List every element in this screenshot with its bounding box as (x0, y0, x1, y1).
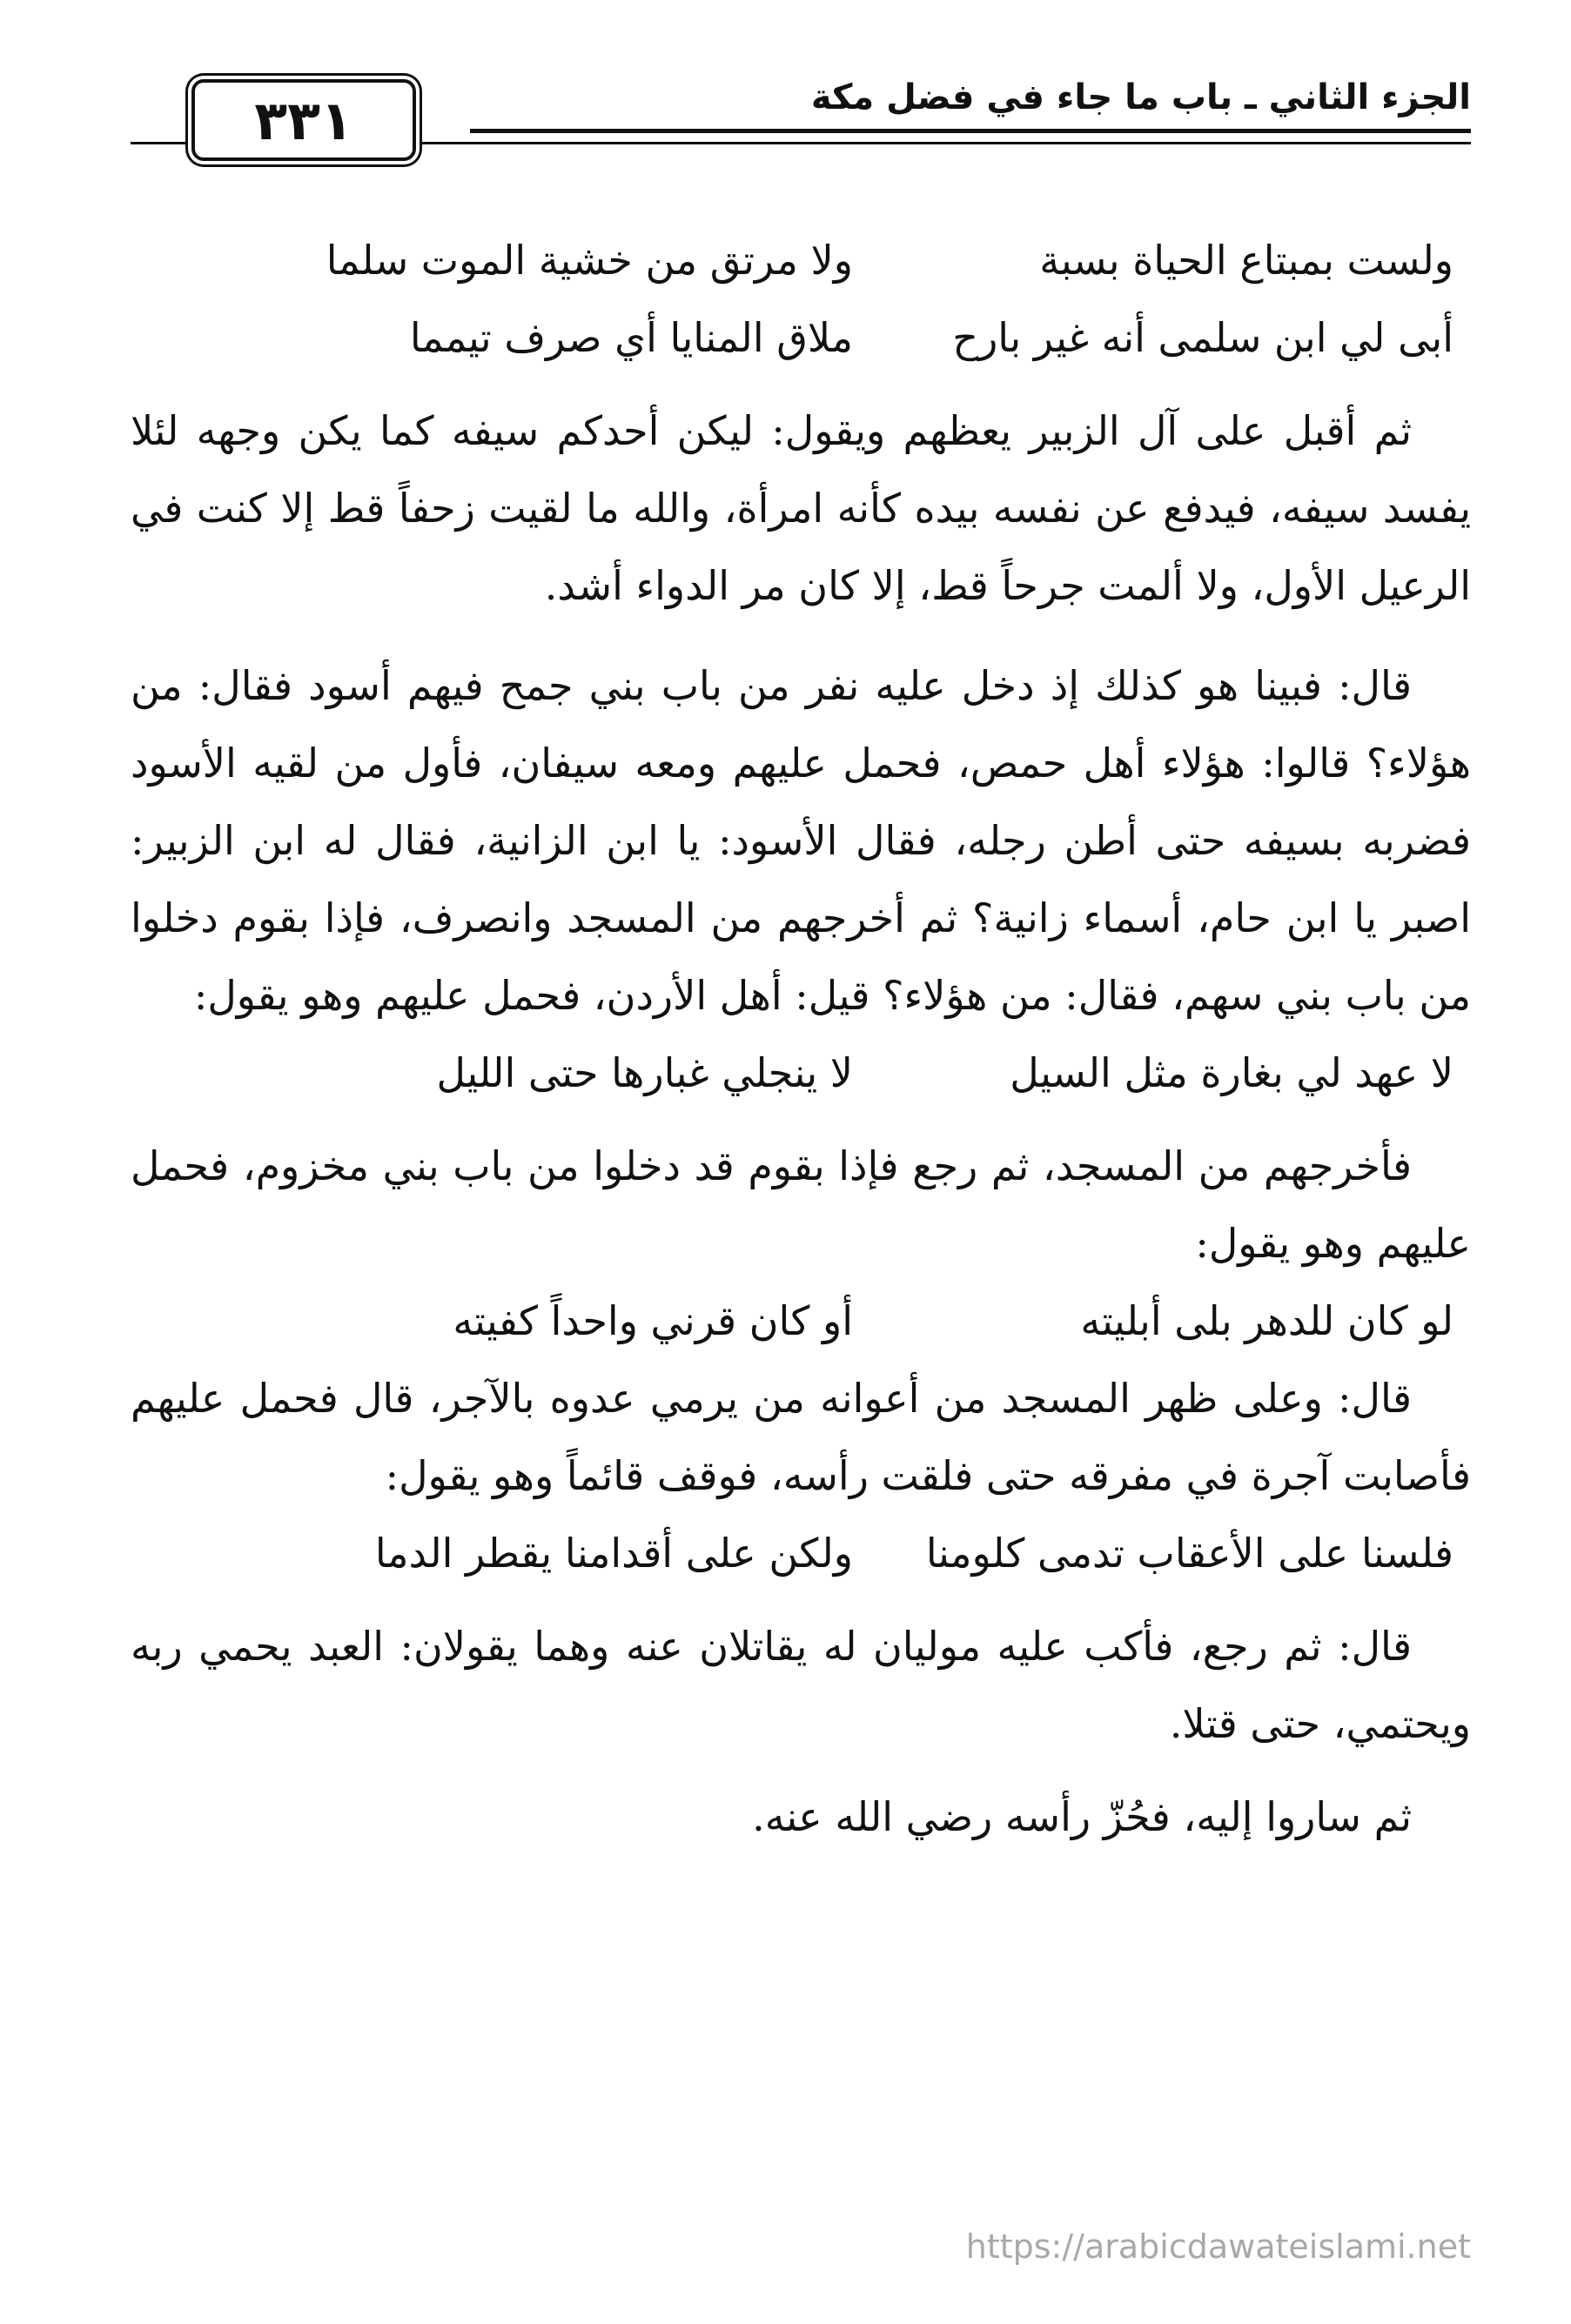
verse-line (131, 299, 1471, 377)
running-title: الجزء الثاني ـ باب ما جاء في فضل مكة (810, 77, 1471, 117)
verse-second-hemistich: ولكن على أقدامنا يقطر الدما (374, 1530, 853, 1577)
verse-second-hemistich: ملاق المنايا أي صرف تيمما (409, 314, 853, 361)
verse-first-hemistich: لو كان للدهر بلى أبليته (1080, 1297, 1454, 1344)
verse-second-hemistich: أو كان قرني واحداً كفيته (453, 1297, 853, 1344)
verse-first-hemistich: فلسنا على الأعقاب تدمى كلومنا (925, 1530, 1454, 1577)
header-rule-top (470, 129, 1471, 133)
verse-line (131, 1035, 1471, 1112)
verse-line (131, 222, 1471, 299)
paragraph: قال: ثم رجع، فأكب عليه موليان له يقاتلان عنه وهما يقولان: العبد يحمي ربه ويحتمي، حتى قتلا. (131, 1623, 1471, 1747)
paragraph: ثم أقبل على آل الزبير يعظهم ويقول: ليكن أحدكم سيفه كما يكن وجهه لئلا يفسد سيفه، فيدفع عن نفسه بيده كأنه امرأة، والله ما لقيت زحفاً قط إلا كنت في الرعيل الأول، ولا ألمت جرحاً قط، إلا كان مر الدواء أشد. (131, 407, 1471, 609)
page-body (131, 222, 1471, 1856)
verse-line (131, 1283, 1471, 1360)
paragraph: قال: وعلى ظهر المسجد من أعوانه من يرمي عدوه بالآجر، قال فحمل عليهم فأصابت آجرة في مفرقه حتى فلقت رأسه، فوقف قائماً وهو يقول: (131, 1375, 1471, 1499)
page-number-frame (191, 79, 416, 161)
page-number: ٣٣١ (254, 88, 353, 152)
paragraph: فأخرجهم من المسجد، ثم رجع فإذا بقوم قد دخلوا من باب بني مخزوم، فحمل عليهم وهو يقول: (131, 1142, 1471, 1267)
verse-second-hemistich: ولا مرتق من خشية الموت سلما (326, 237, 853, 284)
verse-first-hemistich: ولست بمبتاع الحياة بسبة (1039, 237, 1454, 284)
paragraph: ثم ساروا إليه، فحُزّ رأسه رضي الله عنه. (752, 1793, 1412, 1840)
watermark-url: https://arabicdawateislami.net (965, 2227, 1471, 2266)
verse-first-hemistich: لا عهد لي بغارة مثل السيل (1010, 1049, 1454, 1096)
page-header (131, 74, 1471, 170)
verse-second-hemistich: لا ينجلي غبارها حتى الليل (436, 1049, 853, 1096)
verse-line (131, 1515, 1471, 1592)
paragraph: قال: فبينا هو كذلك إذ دخل عليه نفر من باب بني جمح فيهم أسود فقال: من هؤلاء؟ قالوا: هؤلاء أهل حمص، فحمل عليهم ومعه سيفان، فأول من لقيه الأسود فضربه بسيفه حتى أطن رجله، فقال الأسود: يا ابن الزانية، فقال له ابن الزبير: اصبر يا ابن حام، أسماء زانية؟ ثم أخرجهم من المسجد وانصرف، فإذا بقوم دخلوا من باب بني سهم، فقال: من هؤلاء؟ قيل: أهل الأردن، فحمل عليهم وهو يقول: (131, 662, 1471, 1019)
verse-first-hemistich: أبى لي ابن سلمى أنه غير بارح (952, 314, 1454, 361)
